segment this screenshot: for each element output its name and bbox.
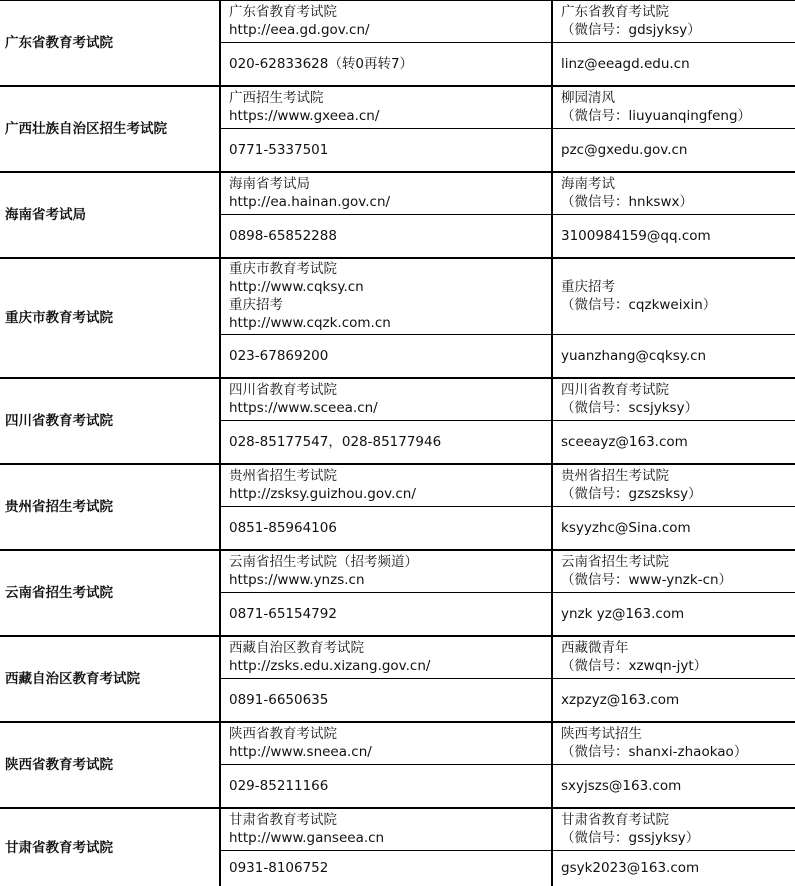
wechat-cell <box>552 378 795 420</box>
wechat-cell <box>552 172 795 214</box>
website-url[interactable]: http://zsks.edu.xizang.gov.cn/ <box>229 658 431 675</box>
wechat-name: 西藏微青年 <box>561 640 629 657</box>
phone-number: 029-85211166 <box>220 764 552 808</box>
website-url[interactable]: http://ea.hainan.gov.cn/ <box>229 194 391 211</box>
wechat-name: 海南考试 <box>561 176 615 193</box>
email-address[interactable]: gsyk2023@163.com <box>552 850 795 886</box>
wechat-name: 柳园清风 <box>561 90 615 107</box>
phone-number: 0771-5337501 <box>220 128 552 172</box>
table-row <box>0 464 795 506</box>
website-cell <box>220 550 552 592</box>
website-name: 海南省考试局 <box>229 176 310 193</box>
website-cell <box>220 172 552 214</box>
email-address[interactable]: sceeayz@163.com <box>552 420 795 464</box>
website-name: 贵州省招生考试院 <box>229 468 337 485</box>
phone-number: 0931-8106752 <box>220 850 552 886</box>
org-name: 云南省招生考试院 <box>0 550 220 636</box>
website-url[interactable]: https://www.sceea.cn/ <box>229 400 378 417</box>
wechat-cell <box>552 0 795 42</box>
org-name: 海南省考试局 <box>0 172 220 258</box>
wechat-id: （微信号：liuyuanqingfeng） <box>561 108 752 125</box>
wechat-cell <box>552 258 795 334</box>
table-row <box>0 0 795 42</box>
website-cell <box>220 636 552 678</box>
wechat-id: （微信号：gssjyksy） <box>561 830 700 847</box>
website-url[interactable]: http://www.ganseea.cn <box>229 830 385 847</box>
org-name: 甘肃省教育考试院 <box>0 808 220 886</box>
email-address[interactable]: pzc@gxedu.gov.cn <box>552 128 795 172</box>
table-row <box>0 378 795 420</box>
website-name: 西藏自治区教育考试院 <box>229 640 364 657</box>
email-address[interactable]: xzpzyz@163.com <box>552 678 795 722</box>
website-name: 广西招生考试院 <box>229 90 324 107</box>
org-name: 重庆市教育考试院 <box>0 258 220 378</box>
wechat-name: 重庆招考 <box>561 279 615 296</box>
phone-number: 0898-65852288 <box>220 214 552 258</box>
org-name: 陕西省教育考试院 <box>0 722 220 808</box>
website-url[interactable]: https://www.gxeea.cn/ <box>229 108 380 125</box>
phone-number: 020-62833628（转0再转7） <box>220 42 552 86</box>
website-url[interactable]: http://www.cqzk.com.cn <box>229 315 391 332</box>
wechat-cell <box>552 86 795 128</box>
website-cell <box>220 258 552 334</box>
website-name: 重庆市教育考试院 <box>229 261 337 278</box>
table-row <box>0 722 795 764</box>
email-address[interactable]: 3100984159@qq.com <box>552 214 795 258</box>
website-name: 广东省教育考试院 <box>229 4 337 21</box>
website-url[interactable]: http://zsksy.guizhou.gov.cn/ <box>229 486 416 503</box>
phone-number: 0891-6650635 <box>220 678 552 722</box>
org-name: 四川省教育考试院 <box>0 378 220 464</box>
table-row <box>0 808 795 850</box>
phone-number: 0871-65154792 <box>220 592 552 636</box>
table-row <box>0 636 795 678</box>
email-address[interactable]: ksyyzhc@Sina.com <box>552 506 795 550</box>
wechat-id: （微信号：scsjyksy） <box>561 400 699 417</box>
website-url[interactable]: http://www.cqksy.cn <box>229 279 364 296</box>
website-name: 四川省教育考试院 <box>229 382 337 399</box>
wechat-cell <box>552 464 795 506</box>
wechat-cell <box>552 808 795 850</box>
wechat-name: 广东省教育考试院 <box>561 4 669 21</box>
phone-number: 0851-85964106 <box>220 506 552 550</box>
website-cell <box>220 808 552 850</box>
org-name: 广东省教育考试院 <box>0 0 220 86</box>
org-name: 西藏自治区教育考试院 <box>0 636 220 722</box>
wechat-cell <box>552 550 795 592</box>
website-url[interactable]: https://www.ynzs.cn <box>229 572 365 589</box>
table-row <box>0 86 795 128</box>
email-address[interactable]: sxyjszs@163.com <box>552 764 795 808</box>
website-cell <box>220 464 552 506</box>
website-cell <box>220 722 552 764</box>
wechat-cell <box>552 722 795 764</box>
website-cell <box>220 86 552 128</box>
website-cell <box>220 0 552 42</box>
wechat-id: （微信号：hnkswx） <box>561 194 693 211</box>
website-url[interactable]: http://www.sneea.cn/ <box>229 744 372 761</box>
email-address[interactable]: yuanzhang@cqksy.cn <box>552 334 795 378</box>
wechat-name: 贵州省招生考试院 <box>561 468 669 485</box>
wechat-id: （微信号：cqzkweixin） <box>561 297 717 314</box>
website-name: 重庆招考 <box>229 297 283 314</box>
website-name: 云南省招生考试院（招考频道） <box>229 554 418 571</box>
wechat-name: 云南省招生考试院 <box>561 554 669 571</box>
phone-number: 028-85177547，028-85177946 <box>220 420 552 464</box>
wechat-name: 四川省教育考试院 <box>561 382 669 399</box>
wechat-id: （微信号：www-ynzk-cn） <box>561 572 733 589</box>
org-name: 广西壮族自治区招生考试院 <box>0 86 220 172</box>
phone-number: 023-67869200 <box>220 334 552 378</box>
table-row <box>0 258 795 334</box>
wechat-name: 甘肃省教育考试院 <box>561 812 669 829</box>
wechat-cell <box>552 636 795 678</box>
email-address[interactable]: linz@eeagd.edu.cn <box>552 42 795 86</box>
org-name: 贵州省招生考试院 <box>0 464 220 550</box>
website-name: 甘肃省教育考试院 <box>229 812 337 829</box>
wechat-name: 陕西考试招生 <box>561 726 642 743</box>
table-row <box>0 550 795 592</box>
website-name: 陕西省教育考试院 <box>229 726 337 743</box>
wechat-id: （微信号：shanxi-zhaokao） <box>561 744 748 761</box>
table-row <box>0 172 795 214</box>
website-url[interactable]: http://eea.gd.gov.cn/ <box>229 22 370 39</box>
email-address[interactable]: ynzk yz@163.com <box>552 592 795 636</box>
website-cell <box>220 378 552 420</box>
wechat-id: （微信号：gzszsksy） <box>561 486 702 503</box>
wechat-id: （微信号：gdsjyksy） <box>561 22 701 39</box>
wechat-id: （微信号：xzwqn-jyt） <box>561 658 708 675</box>
